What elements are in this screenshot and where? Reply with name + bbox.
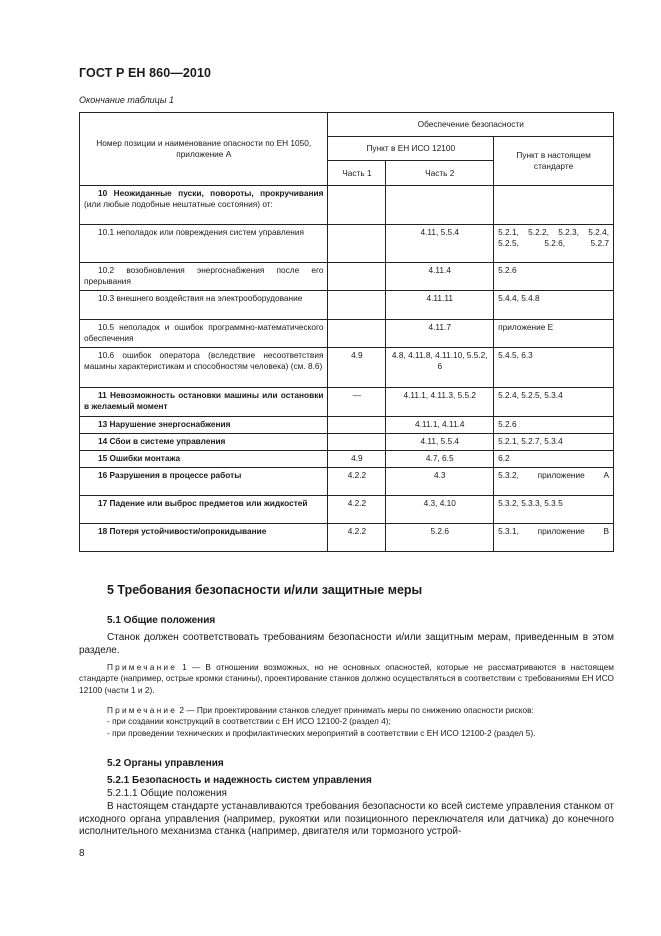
subsection-title: 5.1 Общие положения — [107, 615, 216, 626]
table-row — [80, 468, 614, 496]
page-number: 8 — [79, 848, 85, 859]
note-2 — [79, 705, 614, 739]
paragraph: В настоящем стандарте устанавливаются требования безопасности ко всей системе управления станком от исходного органа управления (например, рукоятки или позиционного переключателя или датчика) до конечного исполнительного механизма станка (например, двигателя или тормозного устрой- — [79, 801, 614, 837]
paragraph: Станок должен соответствовать требованиям безопасности и/или защитным мерам, приведенным в этом разделе. — [79, 632, 614, 656]
standard-cell: 5.2.6 — [494, 417, 614, 434]
part2-cell — [386, 186, 494, 225]
subsection-title: 5.2.1.1 Общие положения — [107, 788, 227, 799]
table-row — [80, 263, 614, 291]
table-row — [80, 186, 614, 225]
part2-cell: 4.11, 5.5.4 — [386, 225, 494, 263]
hazard-name: 16 Разрушения в процессе работы — [80, 468, 328, 496]
document-title: ГОСТ Р ЕН 860—2010 — [79, 66, 212, 80]
table-caption: Окончание таблицы 1 — [79, 95, 174, 105]
standard-cell: 5.2.4, 5.2.5, 5.3.4 — [494, 388, 614, 417]
part2-cell: 4.11.11 — [386, 291, 494, 320]
note-1 — [79, 662, 614, 696]
standard-cell: 5.4.4, 5.4.8 — [494, 291, 614, 320]
standard-cell: 5.3.1, приложение В — [494, 524, 614, 552]
hazard-name: 10.1 неполадок или повреждения систем управления — [80, 225, 328, 263]
header-iso: Пункт в ЕН ИСО 12100 — [328, 137, 494, 161]
part2-cell: 4.7, 6.5 — [386, 451, 494, 468]
table-row — [80, 496, 614, 524]
subsection-title: 5.2.1 Безопасность и надежность систем управления — [107, 775, 372, 786]
header-standard: Пункт в настоящем стандарте — [494, 137, 614, 186]
hazard-name: 13 Нарушение энергоснабжения — [80, 417, 328, 434]
standard-cell — [494, 186, 614, 225]
hazards-table — [79, 112, 614, 552]
part1-cell — [328, 417, 386, 434]
part1-cell — [328, 291, 386, 320]
part1-cell — [328, 434, 386, 451]
hazard-name: 10 Неожиданные пуски, повороты, прокручивания (или любые подобные нештатные состояния) от: — [80, 186, 328, 225]
part2-cell: 4.3 — [386, 468, 494, 496]
standard-cell: 5.4.5, 6.3 — [494, 348, 614, 388]
part1-cell: 4.9 — [328, 451, 386, 468]
standard-cell: 6.2 — [494, 451, 614, 468]
header-safety: Обеспечение безопасности — [328, 113, 614, 137]
note-label: Примечание — [107, 705, 178, 715]
part2-cell: 4.11.4 — [386, 263, 494, 291]
table-row — [80, 320, 614, 348]
table-row — [80, 524, 614, 552]
part2-cell: 4.11.1, 4.11.4 — [386, 417, 494, 434]
part1-cell: 4.2.2 — [328, 524, 386, 552]
part2-cell: 5.2.6 — [386, 524, 494, 552]
table-row — [80, 451, 614, 468]
part1-cell: 4.9 — [328, 348, 386, 388]
part1-cell: — — [328, 388, 386, 417]
note-text: 2 — При проектировании станков следует принимать меры по снижению опасности рисков: — [177, 705, 534, 715]
header-hazard: Номер позиции и наименование опасности по ЕН 1050, приложение А — [80, 113, 328, 186]
part1-cell — [328, 320, 386, 348]
hazard-name: 10.2 возобновления энергоснабжения после его прерывания — [80, 263, 328, 291]
hazard-name: 18 Потеря устойчивости/опрокидывание — [80, 524, 328, 552]
part1-cell: 4.2.2 — [328, 468, 386, 496]
part2-cell: 4.8, 4.11.8, 4.11.10, 5.5.2, 6 — [386, 348, 494, 388]
part2-cell: 4.11.7 — [386, 320, 494, 348]
standard-cell: 5.2.1, 5.2.2, 5.2.3, 5.2.4, 5.2.5, 5.2.6, 5.2.7 — [494, 225, 614, 263]
table-row — [80, 434, 614, 451]
standard-cell: 5.2.1, 5.2.7, 5.3.4 — [494, 434, 614, 451]
note-item: - при проведении технических и профилактических мероприятий в соответствии с ЕН ИСО 12100-2 (раздел 5). — [107, 727, 536, 738]
standard-cell: приложение Е — [494, 320, 614, 348]
section-title: 5 Требования безопасности и/или защитные меры — [107, 583, 423, 597]
standard-cell: 5.3.2, 5.3.3, 5.3.5 — [494, 496, 614, 524]
note-text: 1 — В отношении возможных, но не основных опасностей, которые не рассматриваются в настоящем стандарте (например, острые кромки станины), проектирование станков должно осуществляться в соответствии с требованиями ЕН ИСО 12100 (части 1 и 2). — [79, 662, 614, 695]
table-row — [80, 388, 614, 417]
table-row — [80, 348, 614, 388]
part1-cell — [328, 263, 386, 291]
hazard-name: 10.3 внешнего воздействия на электрооборудование — [80, 291, 328, 320]
hazard-name: 11 Невозможность остановки машины или остановки в желаемый момент — [80, 388, 328, 417]
part2-cell: 4.11, 5.5.4 — [386, 434, 494, 451]
table-row — [80, 291, 614, 320]
part2-cell: 4.3, 4.10 — [386, 496, 494, 524]
hazard-name: 10.6 ошибок оператора (вследствие несоответствия машины характеристикам и способностям человека) (см. 8.6) — [80, 348, 328, 388]
part1-cell — [328, 186, 386, 225]
header-part2: Часть 2 — [386, 161, 494, 186]
note-label: Примечание — [107, 662, 178, 672]
part2-cell: 4.11.1, 4.11.3, 5.5.2 — [386, 388, 494, 417]
part1-cell: 4.2.2 — [328, 496, 386, 524]
standard-cell: 5.2.6 — [494, 263, 614, 291]
subsection-title: 5.2 Органы управления — [107, 758, 224, 769]
hazard-name: 14 Сбои в системе управления — [80, 434, 328, 451]
hazard-name: 17 Падение или выброс предметов или жидкостей — [80, 496, 328, 524]
header-part1: Часть 1 — [328, 161, 386, 186]
hazard-name: 15 Ошибки монтажа — [80, 451, 328, 468]
note-item: - при создании конструкций в соответствии с ЕН ИСО 12100-2 (раздел 4); — [107, 716, 391, 727]
table-row — [80, 417, 614, 434]
hazard-name: 10.5 неполадок и ошибок программно-математического обеспечения — [80, 320, 328, 348]
table-row — [80, 225, 614, 263]
standard-cell: 5.3.2, приложение А — [494, 468, 614, 496]
part1-cell — [328, 225, 386, 263]
